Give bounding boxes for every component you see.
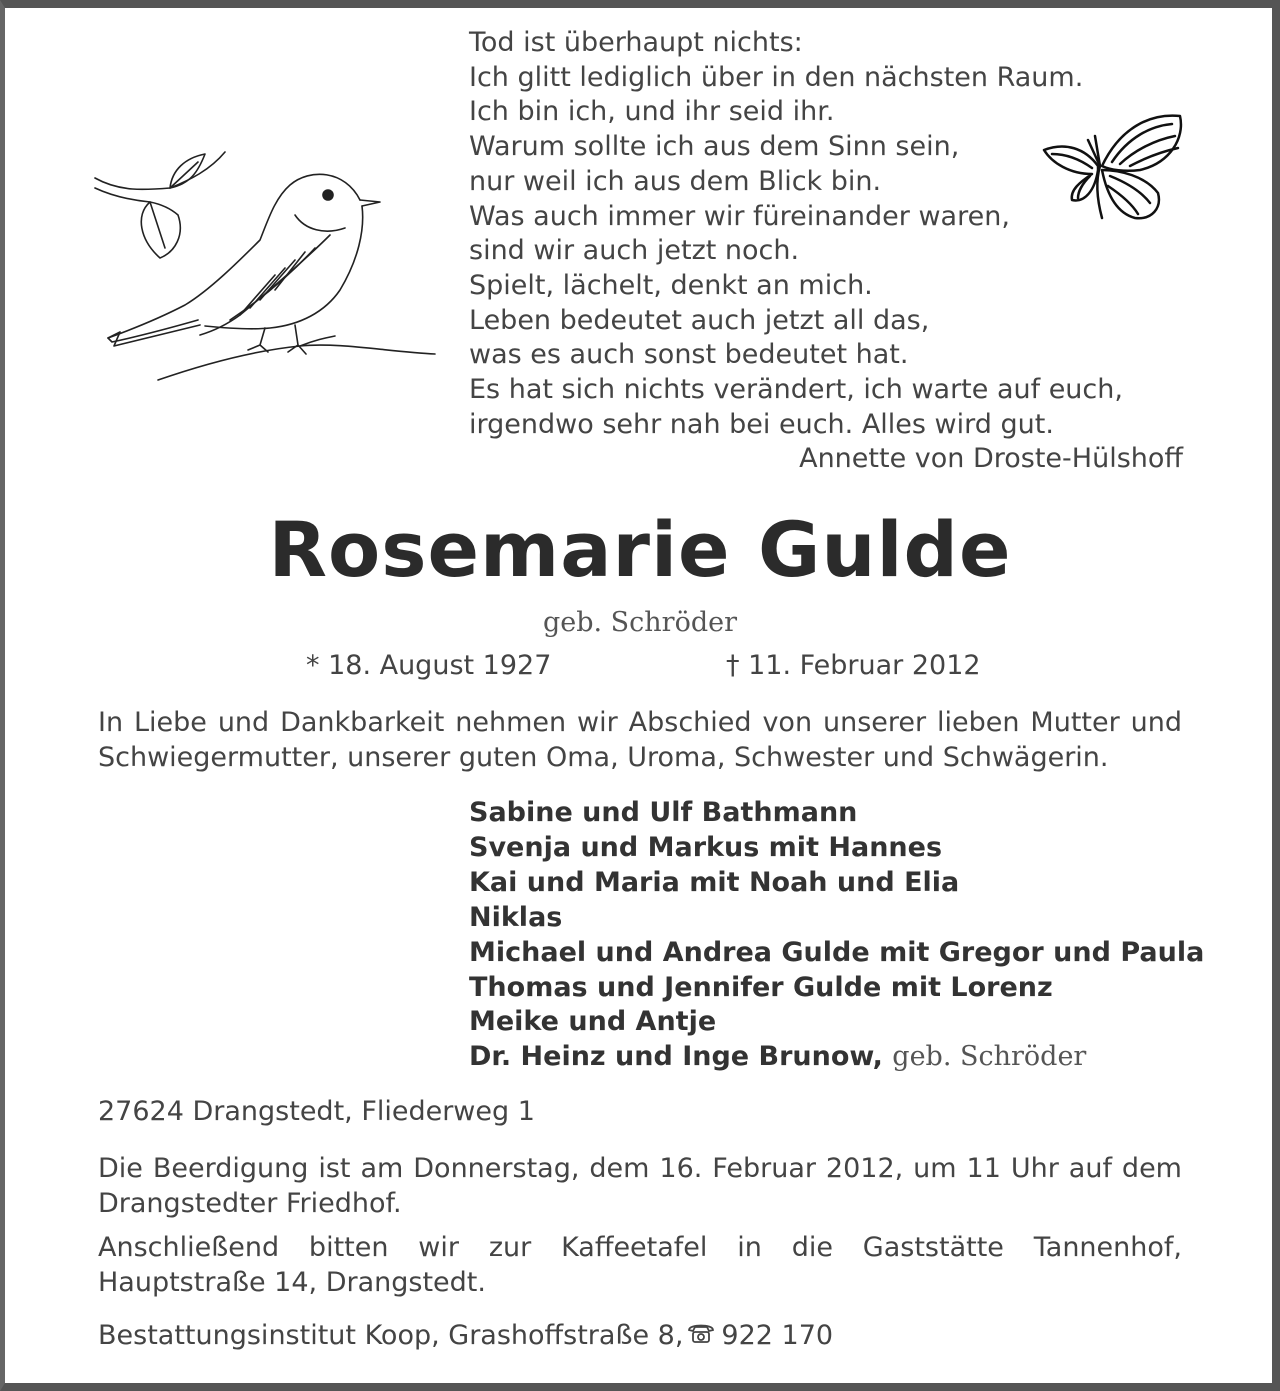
poem-line: Tod ist überhaupt nichts: bbox=[469, 27, 803, 58]
poem-line: Spielt, lächelt, denkt an mich. bbox=[469, 269, 873, 301]
poem-line: sind wir auch jetzt noch. bbox=[469, 235, 800, 267]
telephone-icon bbox=[687, 1320, 715, 1351]
address: 27624 Drangstedt, Fliederweg 1 bbox=[98, 1096, 535, 1127]
poem-line: Warum sollte ich aus dem Sinn sein, bbox=[469, 131, 960, 163]
family-member: Sabine und Ulf Bathmann bbox=[469, 797, 858, 828]
poem-line: Leben bedeutet auch jetzt all das, bbox=[469, 304, 930, 336]
poem-line: Ich bin ich, und ihr seid ihr. bbox=[469, 96, 835, 128]
family-member: Michael und Andrea Gulde mit Gregor und Paula bbox=[469, 936, 1205, 968]
poem-line: Ich glitt lediglich über in den nächsten Raum. bbox=[469, 61, 1084, 93]
family-member: Svenja und Markus mit Hannes bbox=[469, 831, 943, 863]
deceased-name: Rosemarie Gulde bbox=[268, 505, 1012, 594]
poem-line: nur weil ich aus dem Blick bin. bbox=[469, 165, 882, 197]
phone-number: 922 170 bbox=[721, 1320, 834, 1351]
family-member: Niklas bbox=[469, 901, 563, 933]
intro-text: In Liebe und Dankbarkeit nehmen wir Abschied von unserer lieben Mutter und Schwiegermutter, unserer guten Oma, Uroma, Schwester und Schwägerin. bbox=[98, 707, 1182, 773]
poem-line: Es hat sich nichts verändert, ich warte auf euch, bbox=[469, 374, 1123, 406]
poem-line: was es auch sonst bedeutet hat. bbox=[469, 339, 909, 371]
family-list bbox=[469, 796, 1204, 1075]
family-member-note: geb. Schröder bbox=[892, 1041, 1087, 1073]
death-date: † 11. Februar 2012 bbox=[726, 650, 981, 681]
family-member: Meike und Antje bbox=[469, 1006, 717, 1038]
reception-info: Anschließend bitten wir zur Kaffeetafel in die Gaststätte Tannenhof, Hauptstraße 14, Drangstedt. bbox=[98, 1232, 1182, 1298]
poem-line: irgendwo sehr nah bei euch. Alles wird gut. bbox=[469, 408, 1054, 440]
poem-line: Was auch immer wir füreinander waren, bbox=[469, 200, 1010, 232]
bird-illustration bbox=[90, 140, 440, 394]
undertaker-text: Bestattungsinstitut Koop, Grashoffstraße 8, bbox=[98, 1320, 684, 1351]
family-member: Kai und Maria mit Noah und Elia bbox=[469, 866, 960, 898]
family-member: Thomas und Jennifer Gulde mit Lorenz bbox=[469, 971, 1053, 1003]
birth-date: * 18. August 1927 bbox=[306, 650, 552, 681]
poem bbox=[469, 26, 1189, 442]
maiden-name: geb. Schröder bbox=[542, 607, 738, 638]
undertaker-info bbox=[98, 1320, 833, 1351]
family-member-name: Dr. Heinz und Inge Brunow, bbox=[469, 1041, 883, 1073]
family-member-last bbox=[469, 1040, 1204, 1075]
funeral-info: Die Beerdigung ist am Donnerstag, dem 16. Februar 2012, um 11 Uhr auf dem Drangstedter Friedhof. bbox=[98, 1153, 1182, 1219]
poem-author: Annette von Droste-Hülshoff bbox=[799, 443, 1183, 474]
